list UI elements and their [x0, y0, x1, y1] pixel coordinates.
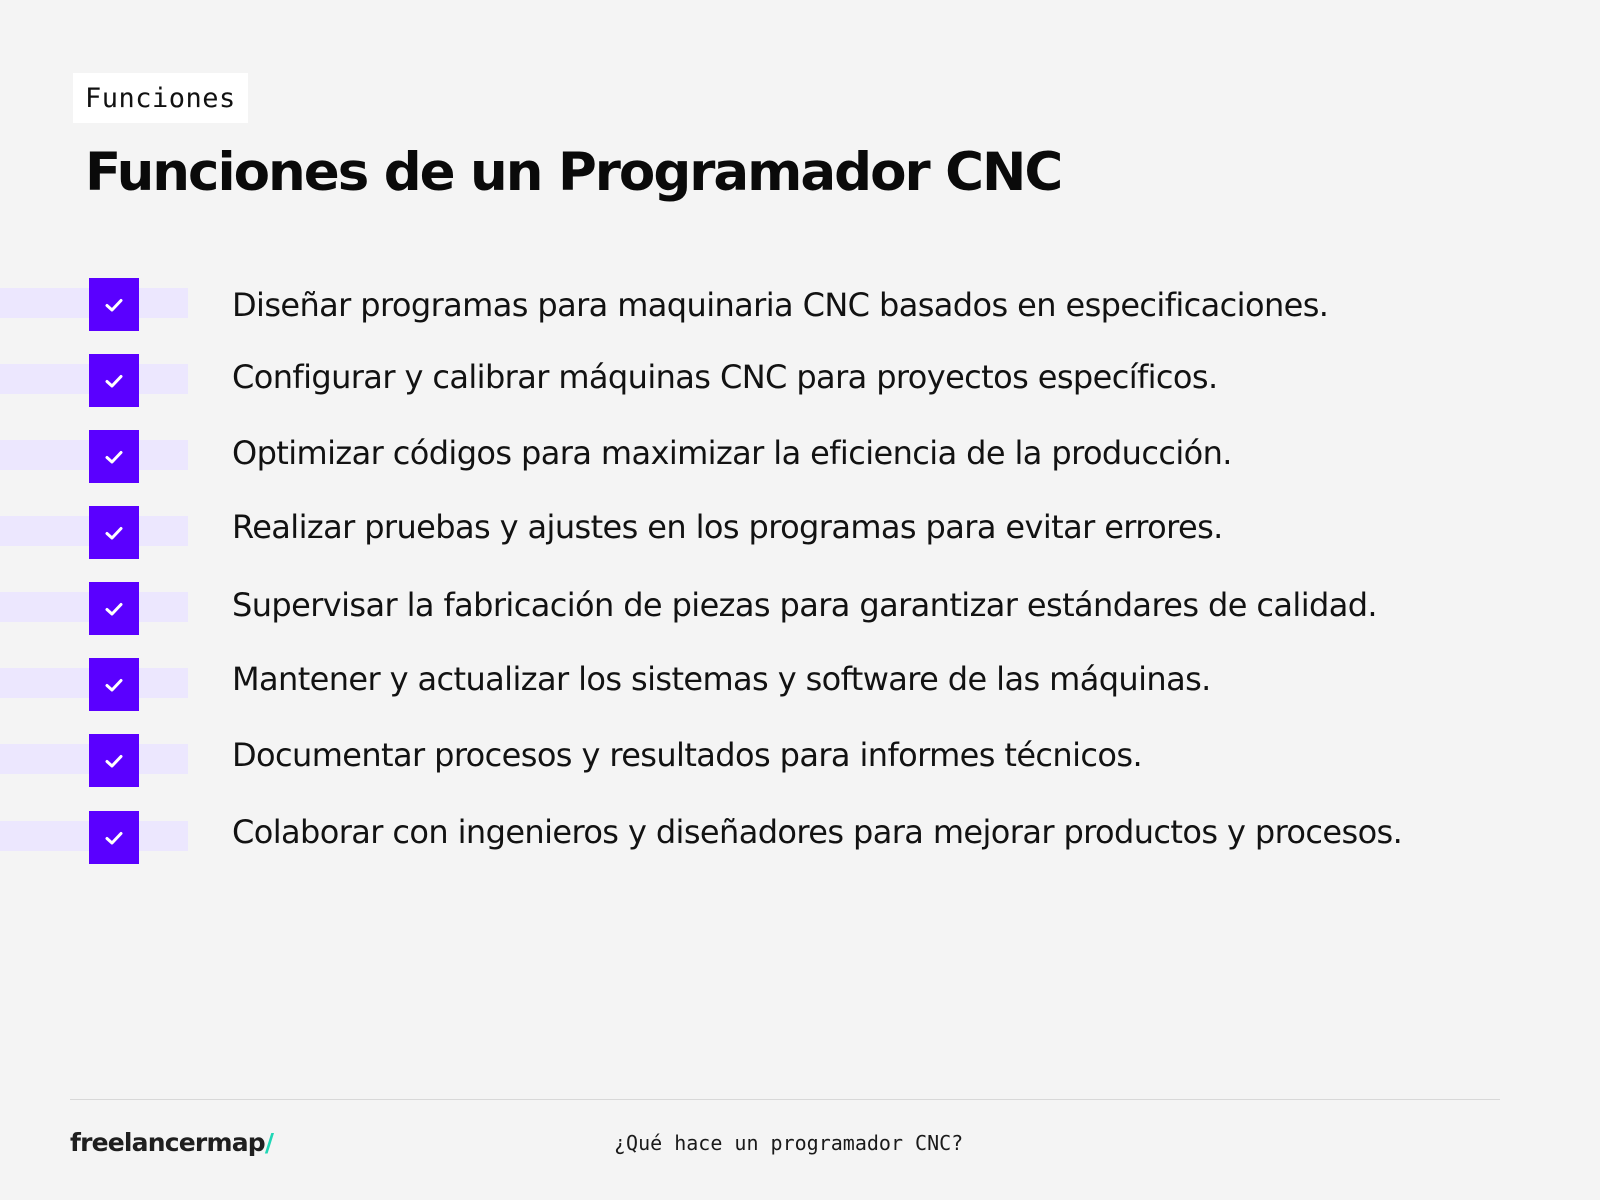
checkmark-icon: [104, 297, 124, 313]
list-item-text: Optimizar códigos para maximizar la eficiencia de la producción.: [232, 434, 1232, 472]
list-item-text: Documentar procesos y resultados para informes técnicos.: [232, 736, 1143, 774]
checkbox: [89, 278, 139, 331]
checkbox: [89, 354, 139, 407]
footer-caption: ¿Qué hace un programador CNC?: [614, 1131, 964, 1155]
list-item-text: Configurar y calibrar máquinas CNC para proyectos específicos.: [232, 358, 1218, 396]
checkbox: [89, 506, 139, 559]
checkmark-icon: [104, 677, 124, 693]
list-item-text: Mantener y actualizar los sistemas y software de las máquinas.: [232, 660, 1211, 698]
brand-slash-mark: /: [264, 1128, 274, 1157]
checkmark-icon: [104, 601, 124, 617]
checkbox: [89, 811, 139, 864]
checkmark-icon: [104, 525, 124, 541]
checkmark-icon: [104, 830, 124, 846]
page-title: Funciones de un Programador CNC: [85, 142, 1062, 203]
brand-logo: [70, 1128, 273, 1157]
checkmark-icon: [104, 373, 124, 389]
section-tag: Funciones: [73, 73, 248, 123]
checkbox: [89, 582, 139, 635]
footer-divider: [70, 1099, 1500, 1100]
checkbox: [89, 658, 139, 711]
list-item-text: Supervisar la fabricación de piezas para garantizar estándares de calidad.: [232, 586, 1377, 624]
checkmark-icon: [104, 753, 124, 769]
list-item-text: Colaborar con ingenieros y diseñadores para mejorar productos y procesos.: [232, 813, 1403, 851]
brand-name: freelancermap: [70, 1128, 265, 1157]
list-item-text: Diseñar programas para maquinaria CNC basados en especificaciones.: [232, 286, 1329, 324]
list-item-text: Realizar pruebas y ajustes en los programas para evitar errores.: [232, 508, 1223, 546]
checkbox: [89, 430, 139, 483]
checkmark-icon: [104, 449, 124, 465]
checkbox: [89, 734, 139, 787]
